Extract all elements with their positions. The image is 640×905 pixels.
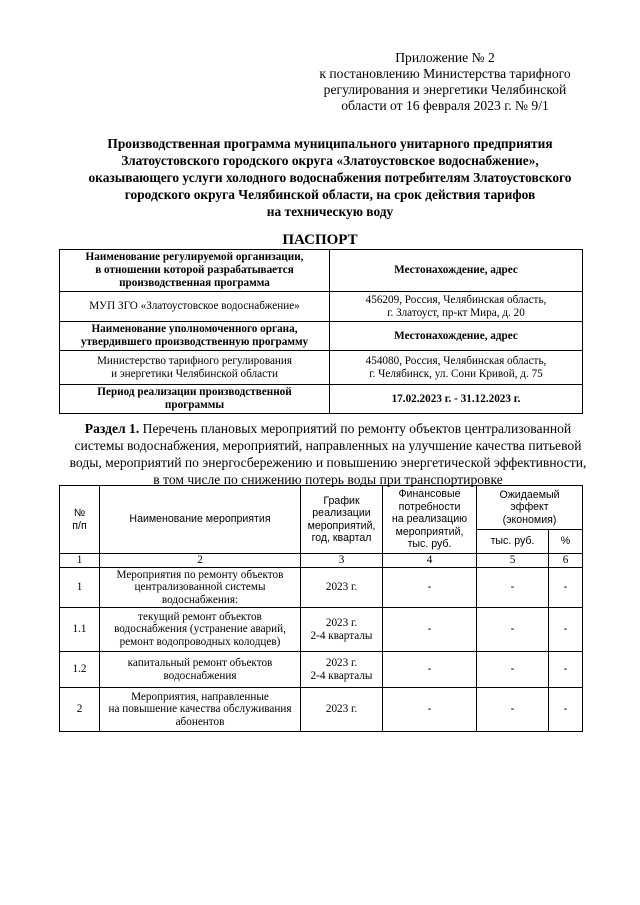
plan-table	[59, 485, 583, 732]
passport-row	[60, 250, 583, 292]
name-line: и энергетики Челябинской области	[111, 367, 278, 380]
header-line: мероприятий,	[395, 525, 464, 538]
row-effect-rub: -	[477, 608, 549, 652]
name-line: водоснабжения (устранение аварий,	[114, 623, 286, 636]
row-finance: -	[383, 568, 477, 608]
row-effect-pct: -	[549, 688, 583, 732]
row-name	[100, 568, 301, 608]
col-header-effect-pct: %	[549, 530, 583, 554]
row-schedule	[301, 608, 383, 652]
header-line: п/п	[72, 519, 87, 532]
row-schedule	[301, 688, 383, 732]
title-line: Производственная программа муниципального унитарного предприятия	[107, 136, 553, 151]
name-line: абонентов	[175, 715, 225, 728]
col-header-effect	[477, 486, 583, 530]
org-location-header: Местонахождение, адрес	[330, 250, 583, 292]
header-line: реализации	[312, 507, 371, 519]
address-line: г. Златоуст, пр-кт Мира, д. 20	[387, 306, 525, 319]
header-line: Ожидаемый	[499, 488, 560, 501]
header-line: мероприятий,	[307, 519, 376, 532]
header-line: утвердившего производственную программу	[80, 336, 309, 348]
authority-address-value	[330, 351, 583, 385]
schedule-line: 2023 г.	[325, 657, 358, 669]
schedule-line: 2023 г.	[325, 581, 358, 594]
row-name	[100, 652, 301, 688]
header-line: Финансовые	[398, 488, 461, 501]
authority-name-value	[60, 351, 330, 385]
header-line: в отношении которой разрабатывается	[95, 264, 294, 276]
name-line: централизованной системы	[134, 581, 266, 594]
authority-location-header: Местонахождение, адрес	[330, 322, 583, 351]
title-line: оказывающего услуги холодного водоснабжения потребителям Златоустовского	[88, 170, 572, 185]
col-number: 4	[383, 554, 477, 568]
appendix-line: области от 16 февраля 2023 г. № 9/1	[341, 98, 549, 113]
schedule-line: 2-4 кварталы	[310, 629, 373, 642]
row-finance: -	[383, 608, 477, 652]
row-effect-rub: -	[477, 652, 549, 688]
schedule-line: 2023 г.	[325, 617, 358, 629]
passport-row	[60, 322, 583, 351]
schedule-line: 2023 г.	[325, 703, 358, 716]
name-line: текущий ремонт объектов	[138, 610, 262, 623]
section-line: в том числе по снижению потерь воды при транспортировке	[153, 472, 503, 487]
row-effect-rub: -	[477, 688, 549, 732]
name-line: капитальный ремонт объектов	[127, 657, 273, 669]
address-line: 454080, Россия, Челябинская область,	[365, 354, 547, 367]
appendix-line: к постановлению Министерства тарифного	[319, 66, 571, 81]
col-number: 6	[549, 554, 583, 568]
document-title	[40, 135, 620, 220]
col-header-num	[60, 486, 100, 554]
table-row	[60, 652, 583, 688]
org-name-value: МУП ЗГО «Златоустовское водоснабжение»	[60, 292, 330, 322]
name-line: на повышение качества обслуживания	[108, 703, 292, 716]
org-address-value	[330, 292, 583, 322]
header-line: потребности	[398, 500, 461, 513]
table-header-row	[60, 486, 583, 530]
title-line: на техническую воду	[266, 204, 394, 219]
header-line: год, квартал	[311, 532, 372, 544]
header-line: №	[73, 507, 86, 519]
address-line: 456209, Россия, Челябинская область,	[365, 293, 547, 306]
col-number: 3	[301, 554, 383, 568]
header-line: тыс. руб.	[407, 538, 452, 551]
name-line: водоснабжения	[163, 669, 237, 682]
section-label: Раздел 1.	[84, 421, 140, 436]
header-line: График	[323, 494, 360, 507]
period-value: 17.02.2023 г. - 31.12.2023 г.	[330, 385, 583, 414]
row-finance: -	[383, 688, 477, 732]
row-effect-pct: -	[549, 608, 583, 652]
title-line: Златоустовского городского округа «Златоустовское водоснабжение»,	[121, 153, 539, 168]
row-num: 1.1	[60, 608, 100, 652]
address-line: г. Челябинск, ул. Сони Кривой, д. 75	[369, 367, 543, 380]
row-effect-pct: -	[549, 568, 583, 608]
name-line: Министерство тарифного регулирования	[96, 354, 293, 367]
passport-row	[60, 385, 583, 414]
col-header-finance	[383, 486, 477, 554]
table-row	[60, 568, 583, 608]
col-header-schedule	[301, 486, 383, 554]
header-line: на реализацию	[391, 513, 468, 526]
row-schedule	[301, 568, 383, 608]
name-line: Мероприятия по ремонту объектов	[116, 568, 284, 581]
section-line	[48, 420, 608, 437]
row-num: 1.2	[60, 652, 100, 688]
col-number: 2	[100, 554, 301, 568]
passport-table	[59, 249, 583, 414]
col-header-effect-rub: тыс. руб.	[477, 530, 549, 554]
table-row	[60, 608, 583, 652]
col-number: 1	[60, 554, 100, 568]
header-line: эффект	[510, 501, 549, 514]
row-name	[100, 608, 301, 652]
row-schedule	[301, 652, 383, 688]
header-line: производственная программа	[119, 277, 270, 289]
header-line: Наименование регулируемой организации,	[85, 251, 304, 263]
name-line: водоснабжения:	[161, 593, 239, 606]
passport-row	[60, 292, 583, 322]
section-line: системы водоснабжения, мероприятий, направленных на улучшение качества питьевой	[74, 438, 582, 453]
row-finance: -	[383, 652, 477, 688]
row-name	[100, 688, 301, 732]
header-line: Период реализации производственной	[97, 386, 292, 398]
header-line: (экономия)	[502, 513, 557, 526]
passport-title: ПАСПОРТ	[282, 232, 358, 248]
authority-header	[60, 322, 330, 351]
passport-row	[60, 351, 583, 385]
schedule-line: 2-4 кварталы	[310, 669, 373, 682]
row-effect-pct: -	[549, 652, 583, 688]
section-1-heading	[48, 420, 608, 488]
name-line: Мероприятия, направленные	[131, 690, 269, 703]
row-num: 1	[60, 568, 100, 608]
period-header	[60, 385, 330, 414]
table-row	[60, 688, 583, 732]
appendix-line: регулирования и энергетики Челябинской	[323, 82, 567, 97]
header-line: Наименование уполномоченного органа,	[91, 323, 298, 335]
section-text: Перечень плановых мероприятий по ремонту объектов централизованной	[139, 421, 572, 436]
header-line: программы	[164, 399, 225, 411]
appendix-line: Приложение № 2	[395, 50, 495, 65]
row-effect-rub: -	[477, 568, 549, 608]
section-line: воды, мероприятий по энергосбережению и повышению энергетической эффективности,	[69, 455, 587, 470]
row-num: 2	[60, 688, 100, 732]
appendix-note	[300, 50, 590, 114]
name-line: ремонт водопроводных колодцев)	[119, 635, 281, 648]
column-number-row	[60, 554, 583, 568]
col-number: 5	[477, 554, 549, 568]
col-header-name: Наименование мероприятия	[100, 486, 301, 554]
title-line: городского округа Челябинской области, на срок действия тарифов	[124, 187, 536, 202]
org-name-header	[60, 250, 330, 292]
